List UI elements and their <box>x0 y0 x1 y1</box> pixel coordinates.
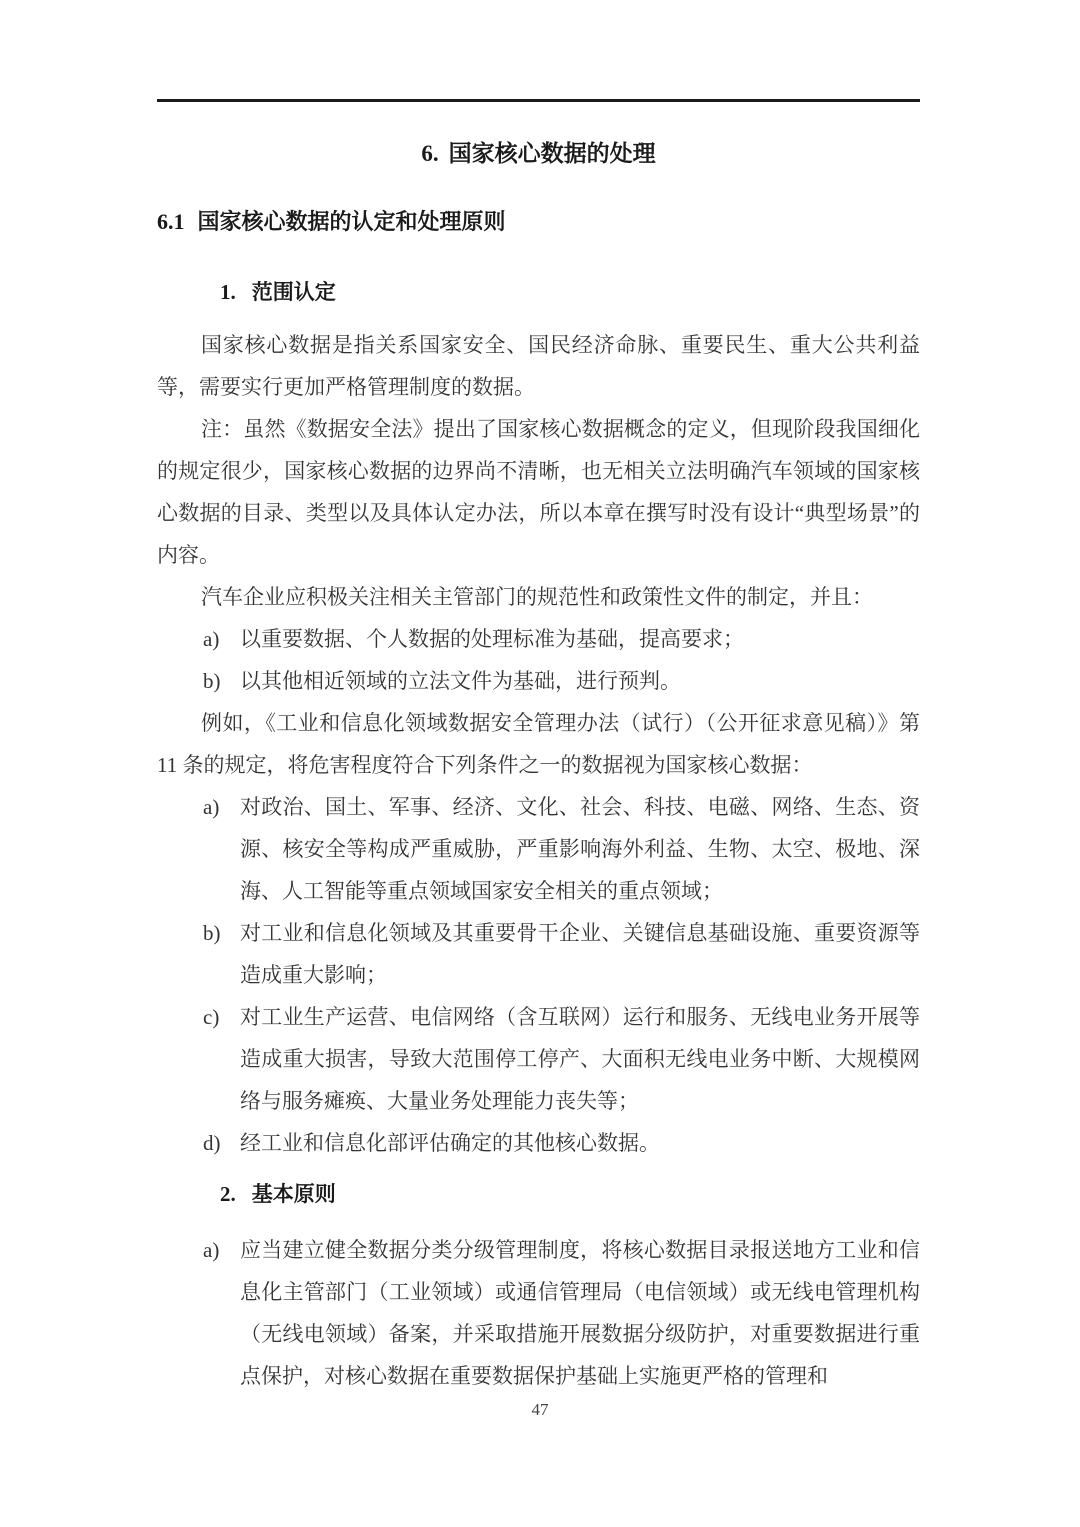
chapter-title <box>157 132 920 176</box>
list-item <box>157 1122 920 1164</box>
list-item-text: 对工业和信息化领域及其重要骨干企业、关键信息基础设施、重要资源等造成重大影响； <box>240 921 920 987</box>
list-item <box>157 660 920 702</box>
subsection-2-number: 2. <box>220 1182 236 1206</box>
list-item <box>157 786 920 912</box>
list-item <box>157 912 920 996</box>
list-item-label: a) <box>203 795 220 819</box>
list-item-label: a) <box>203 627 220 651</box>
list-item-text: 以其他相近领域的立法文件为基础，进行预判。 <box>240 669 681 693</box>
page-content <box>157 0 920 1397</box>
paragraph-definition: 国家核心数据是指关系国家安全、国民经济命脉、重要民生、重大公共利益等，需要实行更加严格管理制度的数据。 <box>157 333 920 399</box>
paragraph-attention: 汽车企业应积极关注相关主管部门的规范性和政策性文件的制定，并且： <box>201 585 873 609</box>
subsection-1-title: 范围认定 <box>251 280 336 304</box>
chapter-title-text: 国家核心数据的处理 <box>448 141 656 166</box>
list-item <box>157 996 920 1122</box>
subsection-1-number: 1. <box>220 280 236 304</box>
list-item-label: b) <box>203 921 221 945</box>
subsection-heading-1 <box>157 271 920 313</box>
list-item-text: 对政治、国土、军事、经济、文化、社会、科技、电磁、网络、生态、资源、核安全等构成严重威胁，严重影响海外利益、生物、太空、极地、深海、人工智能等重点领域国家安全相关的重点领域； <box>240 795 920 903</box>
section-heading <box>157 200 920 244</box>
paragraph-note: 注：虽然《数据安全法》提出了国家核心数据概念的定义，但现阶段我国细化的规定很少，国家核心数据的边界尚不清晰，也无相关立法明确汽车领域的国家核心数据的目录、类型以及具体认定办法，所以本章在撰写时没有设计“典型场景”的内容。 <box>157 417 920 567</box>
list-item <box>157 1229 920 1397</box>
list-item-text: 经工业和信息化部评估确定的其他核心数据。 <box>240 1131 660 1155</box>
list-item-label: a) <box>203 1238 220 1262</box>
list-item-text: 应当建立健全数据分类分级管理制度，将核心数据目录报送地方工业和信息化主管部门（工业领域）或通信管理局（电信领域）或无线电管理机构（无线电领域）备案，并采取措施开展数据分级防护，对重要数据进行重点保护，对核心数据在重要数据保护基础上实施更严格的管理和 <box>240 1238 920 1388</box>
section-number: 6.1 <box>157 209 185 234</box>
paragraph-example: 例如，《工业和信息化领域数据安全管理办法（试行）（公开征求意见稿）》第 11 条的规定，将危害程度符合下列条件之一的数据视为国家核心数据： <box>157 711 920 777</box>
list-item-label: d) <box>203 1131 221 1155</box>
page-number: 47 <box>531 1400 549 1419</box>
list-item-text: 对工业生产运营、电信网络（含互联网）运行和服务、无线电业务开展等造成重大损害，导致大范围停工停产、大面积无线电业务中断、大规模网络与服务瘫痪、大量业务处理能力丧失等； <box>240 1005 920 1113</box>
list-item-label: b) <box>203 669 221 693</box>
subsection-2-title: 基本原则 <box>251 1182 336 1206</box>
subsection-heading-2 <box>157 1173 920 1215</box>
list-item-text: 以重要数据、个人数据的处理标准为基础，提高要求； <box>240 627 744 651</box>
chapter-number: 6. <box>421 141 439 166</box>
list-item <box>157 618 920 660</box>
list-item-label: c) <box>203 1005 220 1029</box>
section-heading-text: 国家核心数据的认定和处理原则 <box>197 209 506 234</box>
